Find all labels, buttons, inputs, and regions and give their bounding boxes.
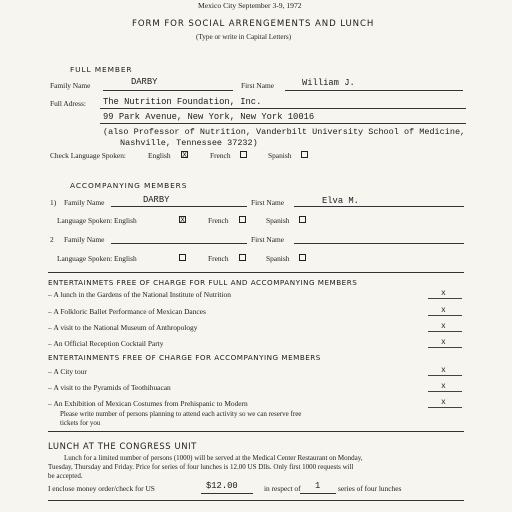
series-label: series of four lunches [338,484,402,493]
ent-full-heading: ENTERTAINMETS FREE OF CHARGE FOR FULL AND ACCOMPANYING MEMBERS [48,278,358,287]
ent-full-item: – A Folkloric Ballet Performance of Mexican Dances [48,307,206,316]
ent-acc-blank[interactable] [428,407,462,408]
english-label: English [148,151,171,160]
accompanying-heading: ACCOMPANYING MEMBERS [70,181,188,190]
member1-family-name-line [111,206,247,207]
ent-acc-item: – A City tour [48,367,87,376]
ent-acc-note-2: tickets for you [60,419,101,427]
member2-first-name-label: First Name [251,235,285,244]
first-name-label: First Name [241,81,275,90]
section-divider [48,431,464,432]
language-label: Check Language Spoken: [50,151,126,160]
ent-full-item: – A visit to the National Museum of Anthropology [48,323,198,332]
first-name-value[interactable]: William J. [302,78,355,88]
ent-acc-note-1: Please write number of persons planning to attend each activity so we can reserve free [60,410,302,418]
member1-french-checkbox[interactable] [239,216,246,223]
ent-acc-blank[interactable] [428,375,462,376]
member2-french-label: French [208,254,229,263]
form-subtitle: (Type or write in Capital Letters) [196,33,292,41]
ent-full-mark[interactable]: x [441,289,446,298]
section-divider [48,272,464,273]
french-label: French [210,151,231,160]
member1-english-checkbox[interactable]: X [180,216,185,224]
member1-language-label: Language Spoken: English [57,216,137,225]
member2-english-checkbox[interactable] [179,254,186,261]
member2-number: 2 [50,235,54,244]
first-name-line [285,90,463,91]
member1-first-name-line [294,206,464,207]
member2-spanish-label: Spanish [266,254,290,263]
address-line-1[interactable]: The Nutrition Foundation, Inc. [103,97,262,107]
ent-full-mark[interactable]: x [441,306,446,315]
series-count-line [300,493,336,494]
ent-acc-blank[interactable] [428,391,462,392]
family-name-line [103,90,233,91]
member1-family-name-label: Family Name [64,198,105,207]
french-checkbox[interactable] [240,151,247,158]
ent-full-item: – An Official Reception Cocktail Party [48,339,164,348]
english-checkbox[interactable]: X [182,151,187,159]
series-count-value[interactable]: 1 [315,481,321,491]
spanish-label: Spanish [268,151,292,160]
address-rule-2 [100,123,466,124]
family-name-label: Family Name [50,81,91,90]
respect-label: in respect of [264,484,301,493]
ent-full-blank[interactable] [428,298,462,299]
family-name-value[interactable]: DARBY [131,77,158,87]
spanish-checkbox[interactable] [301,151,308,158]
address-line-4[interactable]: Nashville, Tennessee 37232) [120,138,258,148]
full-member-heading: FULL MEMBER [70,65,133,74]
member1-number: 1) [50,198,57,207]
ent-acc-mark[interactable]: x [441,382,446,391]
ent-full-blank[interactable] [428,315,462,316]
member1-spanish-label: Spanish [266,216,290,225]
member2-language-label: Language Spoken: English [57,254,137,263]
dateline: Mexico City September 3-9, 1972 [198,1,302,10]
address-line-2[interactable]: 99 Park Avenue, New York, New York 10016 [103,112,315,122]
form-title: FORM FOR SOCIAL ARRENGEMENTS AND LUNCH [132,19,375,29]
ent-acc-item: – A visit to the Pyramids of Teothihuacan [48,383,171,392]
ent-acc-heading: ENTERTAINMENTS FREE OF CHARGE FOR ACCOMPANYING MEMBERS [48,353,321,362]
lunch-para-2: Tuesday, Thursday and Friday. Price for series of four lunches is 12.00 US Dlls. Only first 1000 requests will [48,463,354,471]
member2-spanish-checkbox[interactable] [299,254,306,261]
lunch-para-3: be accepted. [48,472,83,480]
member1-first-name-label: First Name [251,198,285,207]
address-rule-1 [100,108,466,109]
lunch-para-1: Lunch for a limited number of persons (1000) will be served at the Medical Center Restaurant on Monday, [64,454,363,462]
ent-acc-mark[interactable]: x [441,398,446,407]
section-divider [48,500,464,501]
ent-full-blank[interactable] [428,347,462,348]
member2-french-checkbox[interactable] [239,254,246,261]
amount-value[interactable]: $12.00 [206,481,238,491]
ent-full-mark[interactable]: x [441,322,446,331]
ent-full-blank[interactable] [428,331,462,332]
member1-spanish-checkbox[interactable] [299,216,306,223]
member2-family-name-line [111,243,247,244]
amount-line [201,493,253,494]
address-line-3[interactable]: (also Professor of Nutrition, Vanderbilt University School of Medicine, [103,127,466,137]
member2-first-name-line [294,243,464,244]
ent-acc-item: – An Exhibition of Mexican Costumes from Prehispanic to Modern [48,399,248,408]
ent-acc-mark[interactable]: x [441,366,446,375]
ent-full-mark[interactable]: x [441,338,446,347]
member2-family-name-label: Family Name [64,235,105,244]
member1-french-label: French [208,216,229,225]
enclose-label: I enclose money order/check for US [48,484,155,493]
lunch-heading: LUNCH AT THE CONGRESS UNIT [48,441,197,451]
member1-family-name-value[interactable]: DARBY [143,195,170,205]
ent-full-item: – A lunch in the Gardens of the National Institute of Nutrition [48,290,231,299]
member1-first-name-value[interactable]: Elva M. [322,196,359,206]
address-label: Full Adress: [50,99,86,108]
